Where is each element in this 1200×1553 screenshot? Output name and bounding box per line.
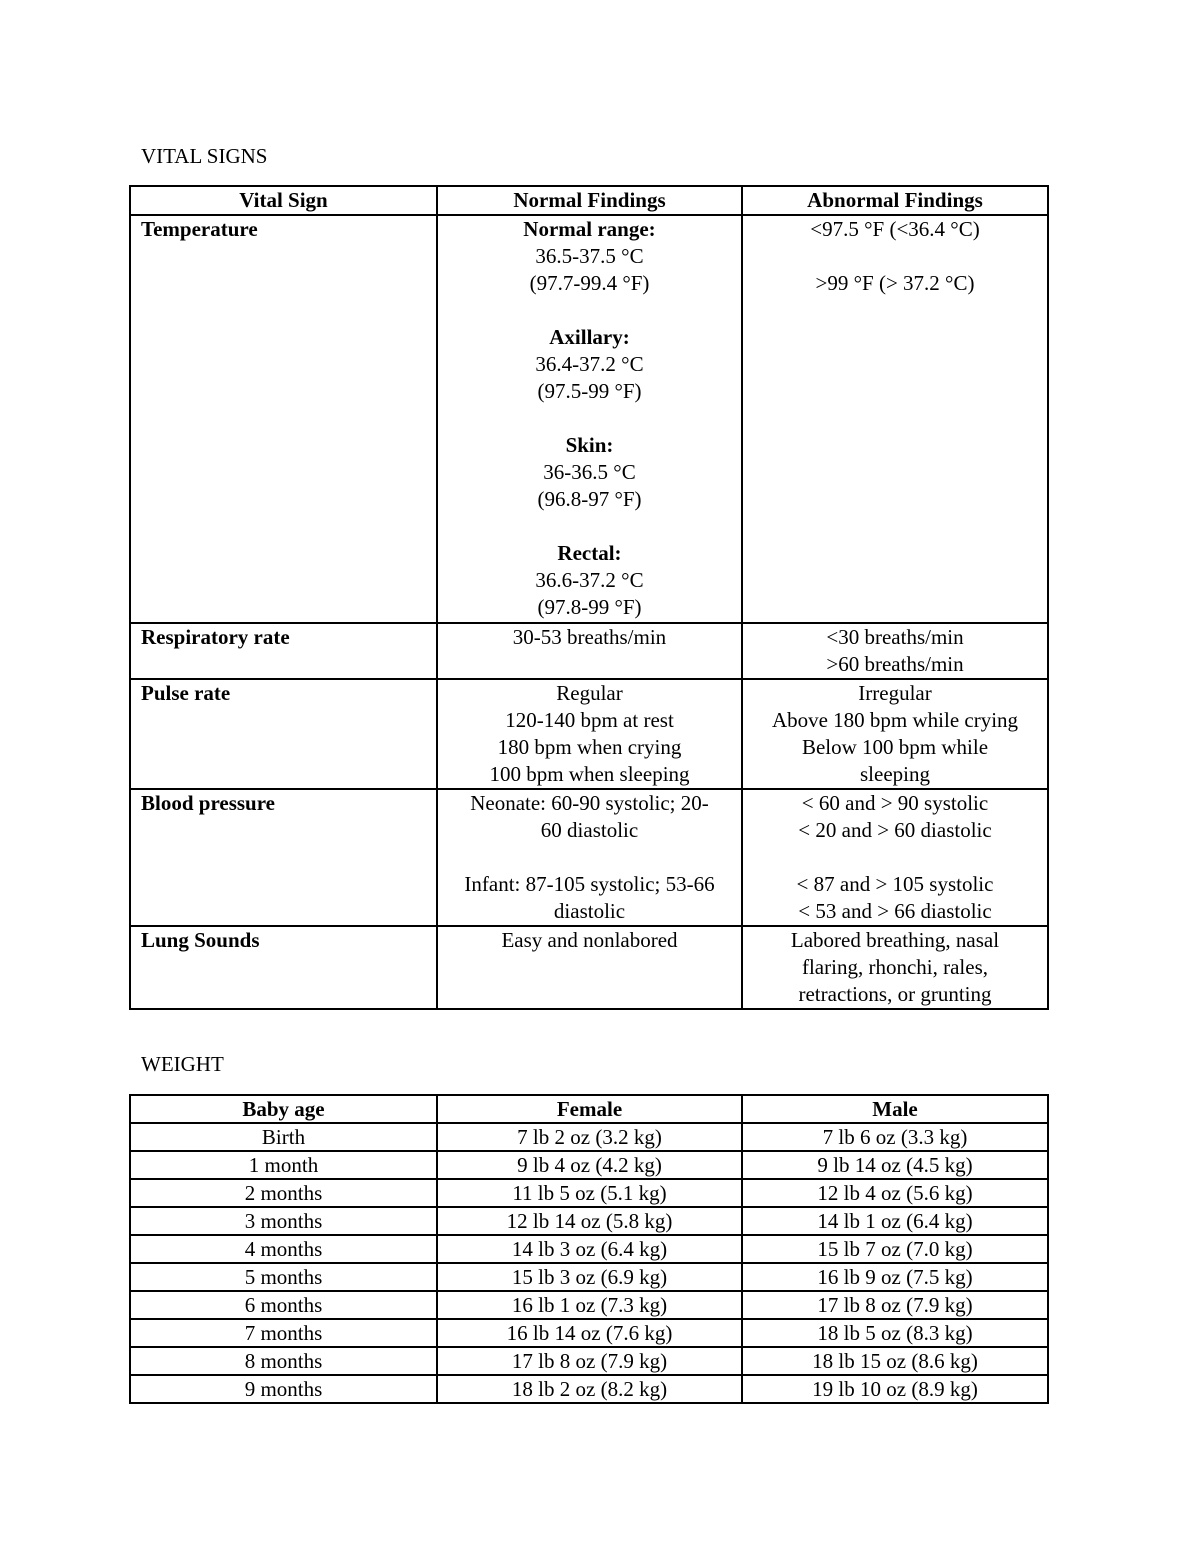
table-row <box>130 1347 1048 1375</box>
female-weight-cell: 11 lb 5 oz (5.1 kg) <box>437 1179 742 1207</box>
male-weight-cell: 16 lb 9 oz (7.5 kg) <box>742 1263 1048 1291</box>
blood-pressure-abnormal <box>742 789 1048 926</box>
skin-f: (96.8-97 °F) <box>537 487 642 511</box>
bp-normal-neonate: Neonate: 60-90 systolic; 20- <box>470 791 709 815</box>
table-row <box>130 1123 1048 1151</box>
table-row <box>130 1263 1048 1291</box>
respiratory-normal: 30-53 breaths/min <box>437 623 742 679</box>
pulse-abnormal-line: Below 100 bpm while <box>801 735 989 759</box>
lung-sounds-label: Lung Sounds <box>130 926 437 1009</box>
baby-age-cell: Birth <box>130 1123 437 1151</box>
table-row <box>130 1151 1048 1179</box>
table-row <box>130 1375 1048 1403</box>
lung-abnormal-line: retractions, or grunting <box>798 982 992 1006</box>
header-vital-sign: Vital Sign <box>130 186 437 215</box>
bp-normal-infant: Infant: 87-105 systolic; 53-66 <box>464 872 715 896</box>
axillary-label: Axillary: <box>549 325 630 349</box>
table-row <box>130 1235 1048 1263</box>
normal-range-f: (97.7-99.4 °F) <box>529 271 650 295</box>
pulse-abnormal <box>742 679 1048 789</box>
bp-abnormal-neonate: < 60 and > 90 systolic <box>801 791 989 815</box>
pulse-abnormal-line: sleeping <box>860 762 930 786</box>
skin-label: Skin: <box>565 433 614 457</box>
pulse-normal-line: 120-140 bpm at rest <box>505 708 674 732</box>
bp-normal-neonate: 60 diastolic <box>540 818 639 842</box>
weight-table-body <box>130 1123 1048 1403</box>
bp-abnormal-neonate: < 20 and > 60 diastolic <box>798 818 992 842</box>
pulse-abnormal-line: Above 180 bpm while crying <box>771 708 1019 732</box>
lung-sounds-row <box>130 926 1048 1009</box>
normal-range-c: 36.5-37.5 °C <box>535 244 644 268</box>
male-weight-cell: 17 lb 8 oz (7.9 kg) <box>742 1291 1048 1319</box>
rectal-f: (97.8-99 °F) <box>537 595 642 619</box>
male-weight-cell: 12 lb 4 oz (5.6 kg) <box>742 1179 1048 1207</box>
vital-signs-title: VITAL SIGNS <box>141 144 268 168</box>
pulse-normal-line: 180 bpm when crying <box>497 735 682 759</box>
respiratory-row <box>130 623 1048 679</box>
axillary-f: (97.5-99 °F) <box>537 379 642 403</box>
lung-sounds-abnormal <box>742 926 1048 1009</box>
baby-age-cell: 5 months <box>130 1263 437 1291</box>
table-row <box>130 1291 1048 1319</box>
normal-range-label: Normal range: <box>523 217 656 241</box>
weight-title: WEIGHT <box>141 1052 224 1076</box>
temperature-abnormal <box>742 215 1048 623</box>
baby-age-cell: 9 months <box>130 1375 437 1403</box>
pulse-abnormal-line: Irregular <box>858 681 932 705</box>
weight-header-row <box>130 1095 1048 1123</box>
female-weight-cell: 17 lb 8 oz (7.9 kg) <box>437 1347 742 1375</box>
respiratory-label: Respiratory rate <box>130 623 437 679</box>
lung-sounds-normal: Easy and nonlabored <box>437 926 742 1009</box>
skin-c: 36-36.5 °C <box>543 460 636 484</box>
rectal-c: 36.6-37.2 °C <box>535 568 644 592</box>
axillary-c: 36.4-37.2 °C <box>535 352 644 376</box>
temperature-abnormal-low: <97.5 °F (<36.4 °C) <box>810 217 980 241</box>
baby-age-cell: 3 months <box>130 1207 437 1235</box>
baby-age-cell: 1 month <box>130 1151 437 1179</box>
bp-abnormal-infant: < 53 and > 66 diastolic <box>798 899 992 923</box>
female-weight-cell: 16 lb 1 oz (7.3 kg) <box>437 1291 742 1319</box>
blood-pressure-row <box>130 789 1048 926</box>
respiratory-abnormal-low: <30 breaths/min <box>826 625 964 649</box>
bp-normal-infant: diastolic <box>553 899 626 923</box>
baby-age-cell: 6 months <box>130 1291 437 1319</box>
lung-abnormal-line: flaring, rhonchi, rales, <box>801 955 989 979</box>
baby-age-cell: 7 months <box>130 1319 437 1347</box>
temperature-abnormal-high: >99 °F (> 37.2 °C) <box>815 271 975 295</box>
table-row <box>130 1319 1048 1347</box>
bp-abnormal-infant: < 87 and > 105 systolic <box>796 872 994 896</box>
pulse-row <box>130 679 1048 789</box>
male-weight-cell: 7 lb 6 oz (3.3 kg) <box>742 1123 1048 1151</box>
male-weight-cell: 14 lb 1 oz (6.4 kg) <box>742 1207 1048 1235</box>
male-weight-cell: 9 lb 14 oz (4.5 kg) <box>742 1151 1048 1179</box>
header-normal-findings: Normal Findings <box>437 186 742 215</box>
temperature-normal <box>437 215 742 623</box>
respiratory-abnormal <box>742 623 1048 679</box>
baby-age-cell: 2 months <box>130 1179 437 1207</box>
female-weight-cell: 16 lb 14 oz (7.6 kg) <box>437 1319 742 1347</box>
respiratory-abnormal-high: >60 breaths/min <box>826 652 964 676</box>
weight-table <box>129 1094 1049 1404</box>
vital-signs-table <box>129 185 1049 1010</box>
female-weight-cell: 15 lb 3 oz (6.9 kg) <box>437 1263 742 1291</box>
rectal-label: Rectal: <box>557 541 622 565</box>
blood-pressure-normal <box>437 789 742 926</box>
pulse-label: Pulse rate <box>130 679 437 789</box>
female-weight-cell: 18 lb 2 oz (8.2 kg) <box>437 1375 742 1403</box>
female-weight-cell: 9 lb 4 oz (4.2 kg) <box>437 1151 742 1179</box>
baby-age-cell: 4 months <box>130 1235 437 1263</box>
female-weight-cell: 7 lb 2 oz (3.2 kg) <box>437 1123 742 1151</box>
male-weight-cell: 18 lb 15 oz (8.6 kg) <box>742 1347 1048 1375</box>
header-male: Male <box>742 1095 1048 1123</box>
baby-age-cell: 8 months <box>130 1347 437 1375</box>
header-abnormal-findings: Abnormal Findings <box>742 186 1048 215</box>
header-baby-age: Baby age <box>130 1095 437 1123</box>
pulse-normal-line: Regular <box>556 681 623 705</box>
female-weight-cell: 14 lb 3 oz (6.4 kg) <box>437 1235 742 1263</box>
table-row <box>130 1179 1048 1207</box>
female-weight-cell: 12 lb 14 oz (5.8 kg) <box>437 1207 742 1235</box>
header-female: Female <box>437 1095 742 1123</box>
pulse-normal <box>437 679 742 789</box>
pulse-normal-line: 100 bpm when sleeping <box>489 762 690 786</box>
blood-pressure-label: Blood pressure <box>130 789 437 926</box>
male-weight-cell: 19 lb 10 oz (8.9 kg) <box>742 1375 1048 1403</box>
vital-header-row <box>130 186 1048 215</box>
temperature-row <box>130 215 1048 623</box>
male-weight-cell: 15 lb 7 oz (7.0 kg) <box>742 1235 1048 1263</box>
temperature-label: Temperature <box>130 215 437 623</box>
lung-abnormal-line: Labored breathing, nasal <box>790 928 1000 952</box>
table-row <box>130 1207 1048 1235</box>
male-weight-cell: 18 lb 5 oz (8.3 kg) <box>742 1319 1048 1347</box>
